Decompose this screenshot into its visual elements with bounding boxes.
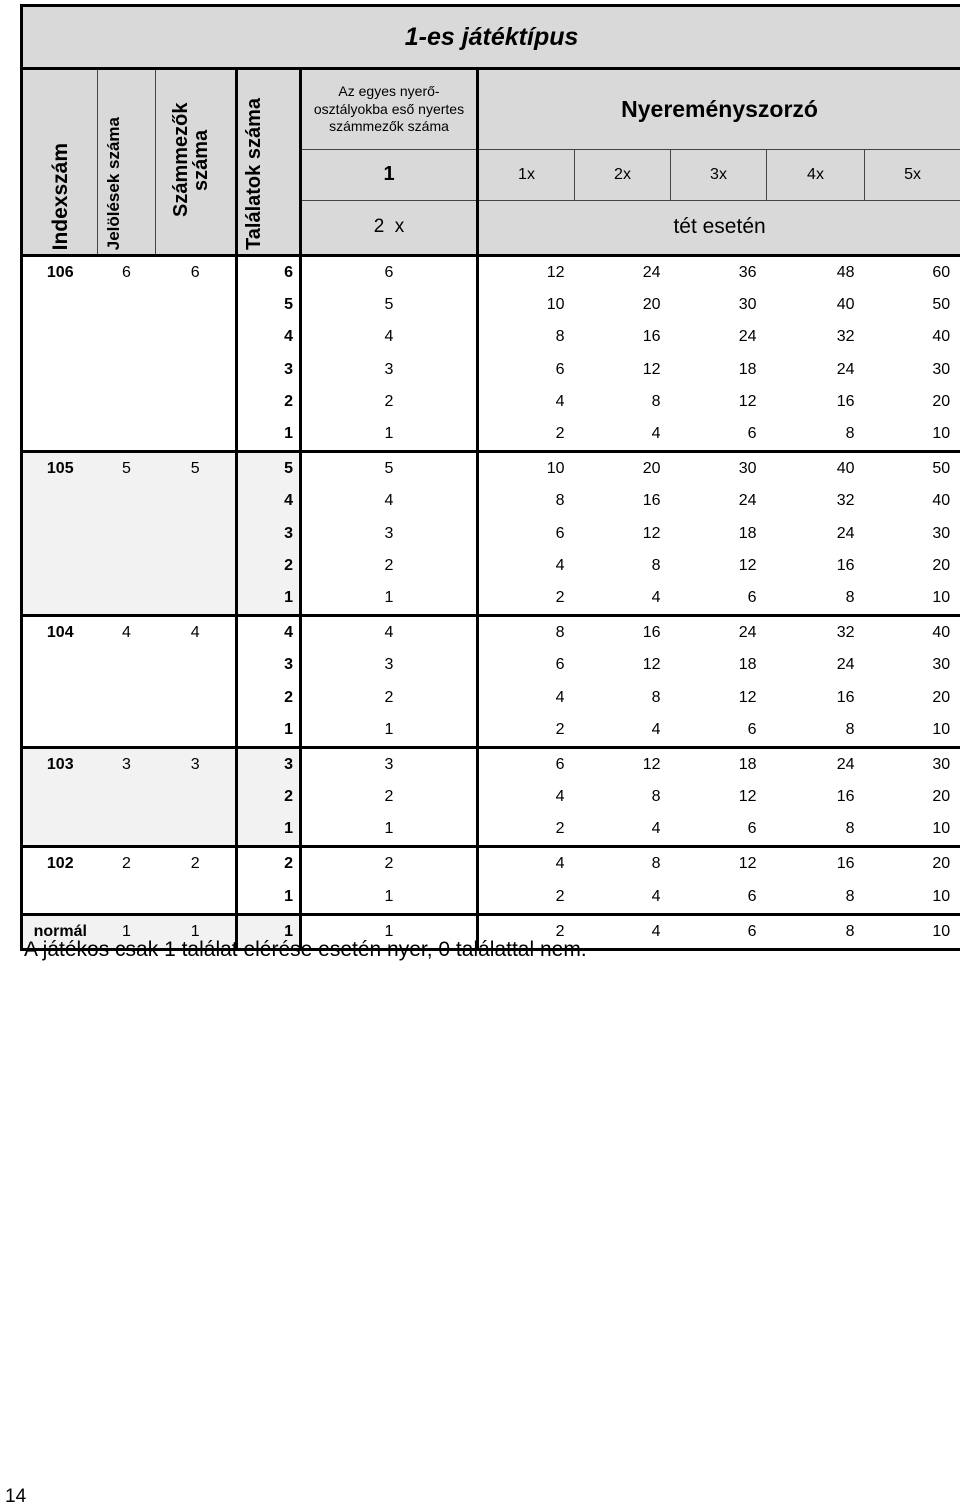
table-row (22, 354, 960, 386)
mult-1x-cell: 6 (478, 747, 575, 781)
mult-2x-cell: 8 (651, 392, 661, 410)
jelolesek-cell (98, 550, 156, 582)
winners-count-cell: 1 (301, 582, 478, 616)
mult-2x-cell: 4 (651, 720, 661, 738)
mult-1x-cell: 10 (478, 452, 575, 486)
jelolesek-cell: 6 (122, 264, 131, 282)
jelolesek-cell: 3 (98, 747, 156, 781)
table-row (22, 485, 960, 517)
talalatok-cell: 2 (237, 847, 301, 881)
page-number: 14 (5, 1486, 27, 1507)
szammezok-cell (156, 354, 237, 386)
jelolesek-cell (98, 714, 156, 748)
talalatok-cell: 4 (237, 616, 301, 650)
jelolesek-cell (98, 289, 156, 321)
szammezok-cell (156, 386, 237, 418)
mult-1x-cell: 8 (478, 616, 575, 650)
szammezok-cell (156, 321, 237, 353)
winners-count-cell: 3 (301, 747, 478, 781)
mult-3x-cell: 18 (738, 524, 757, 542)
mult-4x-cell: 32 (836, 492, 855, 510)
index-cell: 104 (22, 616, 98, 650)
mult-5x-cell: 10 (865, 714, 960, 748)
index-cell (22, 582, 98, 616)
index-cell: 102 (22, 847, 98, 881)
winners-count-cell: 2 (301, 550, 478, 582)
index-cell (22, 881, 98, 915)
mult-1x-cell: 4 (478, 681, 575, 713)
mult-1x-cell: 8 (478, 485, 575, 517)
jelolesek-cell: 4 (98, 616, 156, 650)
mult-4x-cell: 8 (845, 720, 855, 738)
mult-5x-cell: 40 (865, 321, 960, 353)
table-row (22, 781, 960, 813)
mult-4x-cell: 48 (836, 264, 855, 282)
mult-2x-cell: 8 (651, 788, 661, 806)
index-cell (22, 714, 98, 748)
szammezok-cell (156, 550, 237, 582)
table-row (22, 649, 960, 681)
table-row (22, 289, 960, 321)
header-szammezok: Számmezők száma (156, 69, 237, 256)
mult-2x-cell: 12 (642, 524, 661, 542)
jelolesek-cell (98, 649, 156, 681)
mult-2x-cell: 16 (642, 328, 661, 346)
index-cell (22, 289, 98, 321)
mult-4x-cell: 8 (845, 425, 855, 443)
talalatok-cell: 1 (237, 881, 301, 915)
mult-3x-cell: 12 (738, 556, 757, 574)
table-row (22, 681, 960, 713)
talalatok-cell: 6 (237, 256, 301, 290)
talalatok-cell: 3 (237, 518, 301, 550)
winners-count-cell: 1 (301, 813, 478, 847)
winners-count-cell: 6 (301, 256, 478, 290)
mult-4x-cell: 16 (836, 688, 855, 706)
winners-count-cell: 3 (301, 354, 478, 386)
winners-count-cell: 1 (301, 881, 478, 915)
header-mult-1x: 1x (478, 150, 575, 200)
talalatok-cell: 3 (237, 354, 301, 386)
table-row (22, 616, 960, 650)
index-cell (22, 321, 98, 353)
table-row (22, 747, 960, 781)
index-cell: 103 (22, 747, 98, 781)
mult-3x-cell: 18 (738, 656, 757, 674)
mult-4x-cell: 16 (767, 847, 865, 881)
footnote: A játékos csak 1 találat elérése esetén nyer, 0 találattal nem. (24, 938, 587, 961)
mult-3x-cell: 18 (671, 747, 767, 781)
index-cell: 106 (22, 256, 98, 290)
jelolesek-cell: 2 (98, 847, 156, 881)
mult-2x-cell: 20 (575, 452, 671, 486)
index-cell (22, 485, 98, 517)
table-row (22, 881, 960, 915)
szammezok-cell (156, 289, 237, 321)
mult-1x-cell: 10 (478, 289, 575, 321)
winners-count-cell: 4 (301, 321, 478, 353)
szammezok-cell (156, 681, 237, 713)
header-two-x: 2 x (301, 200, 478, 256)
winners-count-cell: 1 (301, 714, 478, 748)
header-note: Az egyes nyerő-osztályokba eső nyertes számmezők száma (301, 69, 478, 150)
talalatok-cell: 2 (237, 386, 301, 418)
mult-2x-cell: 16 (642, 492, 661, 510)
mult-5x-cell: 10 (865, 881, 960, 915)
index-cell (22, 386, 98, 418)
talalatok-cell: 2 (237, 781, 301, 813)
jelolesek-cell: 5 (98, 452, 156, 486)
mult-5x-cell: 50 (865, 452, 960, 486)
szammezok-cell: 3 (156, 747, 237, 781)
winners-count-cell: 2 (301, 386, 478, 418)
szammezok-cell: 6 (190, 264, 200, 282)
mult-3x-cell: 18 (738, 360, 757, 378)
szammezok-cell (156, 582, 237, 616)
talalatok-cell: 1 (237, 813, 301, 847)
table-row (22, 714, 960, 748)
mult-3x-cell: 6 (747, 887, 757, 905)
talalatok-cell: 2 (237, 681, 301, 713)
mult-4x-cell: 32 (767, 616, 865, 650)
mult-4x-cell: 16 (836, 556, 855, 574)
mult-3x-cell: 12 (671, 847, 767, 881)
szammezok-cell: 2 (156, 847, 237, 881)
winners-count-cell: 3 (301, 649, 478, 681)
mult-2x-cell: 20 (642, 296, 661, 314)
mult-4x-cell: 8 (845, 588, 855, 606)
mult-5x-cell: 50 (865, 289, 960, 321)
talalatok-cell: 5 (237, 289, 301, 321)
mult-3x-cell: 12 (738, 392, 757, 410)
jelolesek-cell (98, 485, 156, 517)
talalatok-cell: 1 (237, 714, 301, 748)
mult-5x-cell: 10 (865, 813, 960, 847)
mult-3x-cell: 6 (747, 588, 757, 606)
winners-count-cell: 4 (301, 485, 478, 517)
mult-4x-cell: 16 (836, 392, 855, 410)
header-one: 1 (301, 150, 478, 200)
jelolesek-cell (98, 881, 156, 915)
mult-2x-cell: 8 (651, 688, 661, 706)
table-row (22, 582, 960, 616)
header-multiplier-title: Nyereményszorzó (478, 69, 960, 150)
jelolesek-cell (98, 813, 156, 847)
mult-4x-cell: 8 (767, 914, 865, 949)
mult-1x-cell: 4 (478, 550, 575, 582)
szammezok-cell: 4 (156, 616, 237, 650)
table-row (22, 847, 960, 881)
jelolesek-cell (98, 418, 156, 452)
jelolesek-cell (98, 354, 156, 386)
mult-5x-cell: 30 (865, 354, 960, 386)
mult-1x-cell: 4 (478, 847, 575, 881)
winners-count-cell: 1 (301, 914, 478, 949)
game-type-table (20, 4, 960, 951)
table-row (22, 550, 960, 582)
header-indexszam: Indexszám (22, 69, 98, 256)
mult-5x-cell: 20 (865, 681, 960, 713)
mult-3x-cell: 6 (747, 820, 757, 838)
mult-2x-cell: 8 (575, 847, 671, 881)
index-cell (22, 354, 98, 386)
header-talalatok: Találatok száma (237, 69, 301, 256)
szammezok-cell (156, 518, 237, 550)
szammezok-cell (156, 418, 237, 452)
mult-4x-cell: 24 (836, 524, 855, 542)
talalatok-cell: 1 (237, 582, 301, 616)
mult-2x-cell: 12 (642, 656, 661, 674)
index-cell: normál (22, 914, 98, 949)
jelolesek-cell (98, 582, 156, 616)
talalatok-cell: 4 (237, 485, 301, 517)
table-row (22, 518, 960, 550)
talalatok-cell: 3 (237, 649, 301, 681)
table-row (22, 256, 960, 290)
mult-3x-cell: 30 (738, 296, 757, 314)
szammezok-cell (156, 781, 237, 813)
mult-5x-cell: 10 (865, 418, 960, 452)
mult-1x-cell: 2 (478, 714, 575, 748)
mult-3x-cell: 6 (671, 914, 767, 949)
szammezok-cell (156, 714, 237, 748)
header-mult-2x: 2x (575, 150, 671, 200)
mult-5x-cell: 10 (865, 914, 960, 949)
winners-count-cell: 2 (301, 847, 478, 881)
mult-1x-cell: 6 (478, 649, 575, 681)
jelolesek-cell: 1 (98, 914, 156, 949)
talalatok-cell: 1 (237, 914, 301, 949)
mult-2x-cell: 12 (642, 360, 661, 378)
mult-3x-cell: 12 (738, 788, 757, 806)
szammezok-cell (156, 881, 237, 915)
mult-2x-cell: 4 (575, 914, 671, 949)
mult-5x-cell: 40 (865, 485, 960, 517)
index-cell (22, 781, 98, 813)
mult-2x-cell: 8 (651, 556, 661, 574)
jelolesek-cell (98, 781, 156, 813)
winners-count-cell: 3 (301, 518, 478, 550)
mult-1x-cell: 8 (478, 321, 575, 353)
mult-3x-cell: 6 (747, 425, 757, 443)
header-tet-eseten: tét esetén (478, 200, 960, 256)
mult-5x-cell: 20 (865, 550, 960, 582)
mult-4x-cell: 40 (767, 452, 865, 486)
szammezok-cell (156, 485, 237, 517)
mult-5x-cell: 30 (865, 649, 960, 681)
header-mult-4x: 4x (767, 150, 865, 200)
mult-2x-cell: 4 (651, 820, 661, 838)
index-cell (22, 813, 98, 847)
szammezok-cell: 1 (156, 914, 237, 949)
mult-2x-cell: 24 (642, 264, 661, 282)
table-row (22, 386, 960, 418)
jelolesek-cell (98, 386, 156, 418)
talalatok-cell: 2 (237, 550, 301, 582)
mult-2x-cell: 12 (575, 747, 671, 781)
table-row (22, 418, 960, 452)
mult-4x-cell: 24 (767, 747, 865, 781)
winners-count-cell: 2 (301, 781, 478, 813)
szammezok-cell (156, 813, 237, 847)
mult-5x-cell: 60 (865, 256, 960, 290)
mult-5x-cell: 20 (865, 847, 960, 881)
mult-1x-cell: 6 (478, 518, 575, 550)
mult-4x-cell: 8 (845, 820, 855, 838)
szammezok-cell (156, 649, 237, 681)
mult-5x-cell: 30 (865, 518, 960, 550)
mult-1x-cell: 6 (478, 354, 575, 386)
mult-1x-cell: 4 (478, 781, 575, 813)
mult-4x-cell: 32 (836, 328, 855, 346)
table-row (22, 321, 960, 353)
mult-5x-cell: 20 (865, 386, 960, 418)
winners-count-cell: 4 (301, 616, 478, 650)
jelolesek-cell (98, 321, 156, 353)
mult-3x-cell: 36 (738, 264, 757, 282)
winners-count-cell: 1 (301, 418, 478, 452)
mult-5x-cell: 40 (865, 616, 960, 650)
mult-5x-cell: 10 (865, 582, 960, 616)
mult-3x-cell: 24 (738, 328, 757, 346)
mult-1x-cell: 4 (478, 386, 575, 418)
jelolesek-cell (98, 518, 156, 550)
talalatok-cell: 4 (237, 321, 301, 353)
mult-1x-cell: 2 (478, 813, 575, 847)
mult-3x-cell: 30 (671, 452, 767, 486)
mult-3x-cell: 12 (738, 688, 757, 706)
index-cell (22, 550, 98, 582)
index-cell (22, 681, 98, 713)
winners-count-cell: 2 (301, 681, 478, 713)
mult-2x-cell: 4 (651, 588, 661, 606)
mult-4x-cell: 8 (845, 887, 855, 905)
mult-4x-cell: 40 (836, 296, 855, 314)
mult-4x-cell: 16 (836, 788, 855, 806)
winners-count-cell: 5 (301, 452, 478, 486)
header-mult-5x: 5x (865, 150, 960, 200)
mult-1x-cell: 2 (478, 418, 575, 452)
mult-2x-cell: 16 (575, 616, 671, 650)
table-row (22, 452, 960, 486)
mult-1x-cell: 2 (478, 881, 575, 915)
mult-3x-cell: 6 (747, 720, 757, 738)
index-cell (22, 649, 98, 681)
table-title: 1-es játéktípus (22, 6, 960, 69)
talalatok-cell: 3 (237, 747, 301, 781)
mult-4x-cell: 24 (836, 360, 855, 378)
mult-1x-cell: 2 (478, 582, 575, 616)
talalatok-cell: 1 (237, 418, 301, 452)
mult-1x-cell: 12 (478, 256, 575, 290)
szammezok-cell: 5 (156, 452, 237, 486)
mult-5x-cell: 20 (865, 781, 960, 813)
index-cell: 105 (22, 452, 98, 486)
winners-count-cell: 5 (301, 289, 478, 321)
mult-2x-cell: 4 (651, 425, 661, 443)
mult-5x-cell: 30 (865, 747, 960, 781)
mult-2x-cell: 4 (651, 887, 661, 905)
mult-3x-cell: 24 (671, 616, 767, 650)
jelolesek-cell (98, 681, 156, 713)
index-cell (22, 418, 98, 452)
talalatok-cell: 5 (237, 452, 301, 486)
header-jelolesek: Jelölések száma (98, 69, 156, 256)
table-row (22, 813, 960, 847)
header-mult-3x: 3x (671, 150, 767, 200)
mult-1x-cell: 2 (478, 914, 575, 949)
mult-4x-cell: 24 (836, 656, 855, 674)
index-cell (22, 518, 98, 550)
mult-3x-cell: 24 (738, 492, 757, 510)
